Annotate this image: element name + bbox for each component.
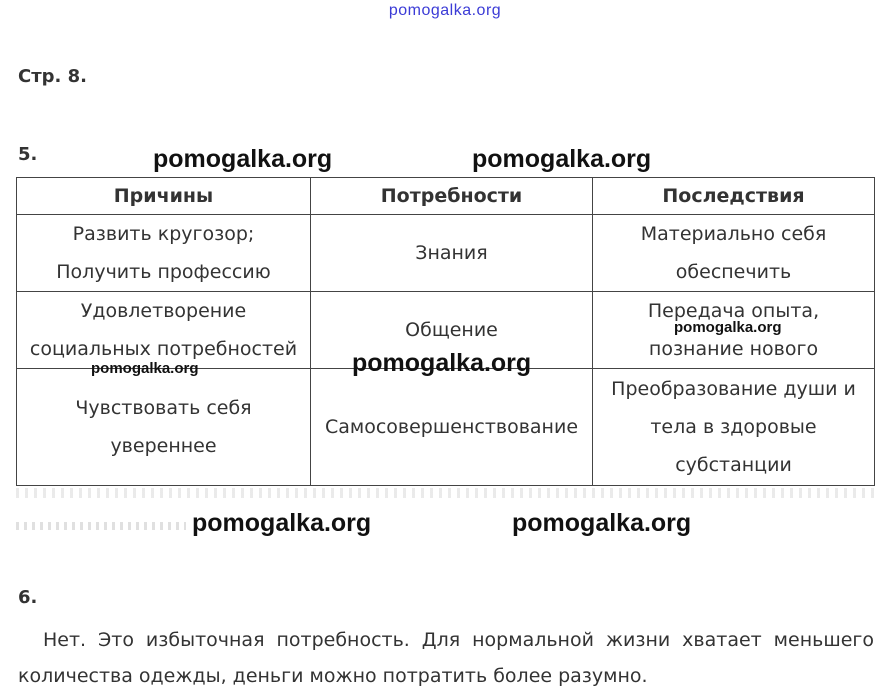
column-header-causes: Причины: [17, 178, 311, 215]
watermark: pomogalka.org: [674, 319, 782, 336]
column-header-effects: Последствия: [593, 178, 875, 215]
table-header-row: [17, 178, 875, 215]
cell-line: Развить кругозор;: [72, 223, 255, 245]
cell-line: увереннее: [110, 435, 217, 457]
watermark: pomogalka.org: [153, 145, 333, 173]
cell-cause: [17, 369, 311, 486]
task-6-number: 6.: [18, 587, 38, 608]
task-6-answer: Нет. Это избыточная потребность. Для нормальной жизни хватает меньшего количества одежды, деньги можно потратить более разумно.: [18, 629, 874, 687]
watermark: pomogalka.org: [91, 360, 199, 377]
page-reference: Стр. 8.: [18, 66, 87, 87]
table-row: [17, 369, 875, 486]
cell-line: социальных потребностей: [29, 338, 298, 360]
cell-effect: [593, 215, 875, 292]
cell-line: познание нового: [648, 338, 819, 360]
cell-line: обеспечить: [675, 261, 792, 283]
cell-line: Удовлетворение: [80, 300, 247, 322]
task-5-number: 5.: [18, 144, 38, 165]
cell-cause: [17, 292, 311, 369]
cell-line: Получить профессию: [56, 261, 271, 283]
faded-text-line: [16, 488, 874, 498]
cell-need: [311, 215, 593, 292]
cell-line: субстанции: [675, 454, 792, 476]
watermark: pomogalka.org: [192, 509, 372, 537]
cell-effect: [593, 369, 875, 486]
cell-line: Самосовершенствование: [324, 416, 579, 438]
cell-need: [311, 369, 593, 486]
watermark: pomogalka.org: [472, 145, 652, 173]
cell-line: Материально себя: [640, 223, 827, 245]
site-header-link[interactable]: pomogalka.org: [388, 2, 502, 19]
cell-line: Преобразование души и: [611, 378, 856, 400]
watermark: pomogalka.org: [352, 349, 532, 377]
cell-line: Чувствовать себя: [75, 397, 252, 419]
column-header-needs: Потребности: [311, 178, 593, 215]
cell-line: Общение: [405, 319, 498, 341]
cell-line: Передача опыта,: [647, 300, 820, 322]
cell-line: Знания: [415, 242, 488, 264]
cell-cause: [17, 215, 311, 292]
watermark: pomogalka.org: [512, 509, 692, 537]
table-row: [17, 215, 875, 292]
cell-line: тела в здоровые: [650, 416, 817, 438]
faded-text-line: [16, 522, 186, 530]
